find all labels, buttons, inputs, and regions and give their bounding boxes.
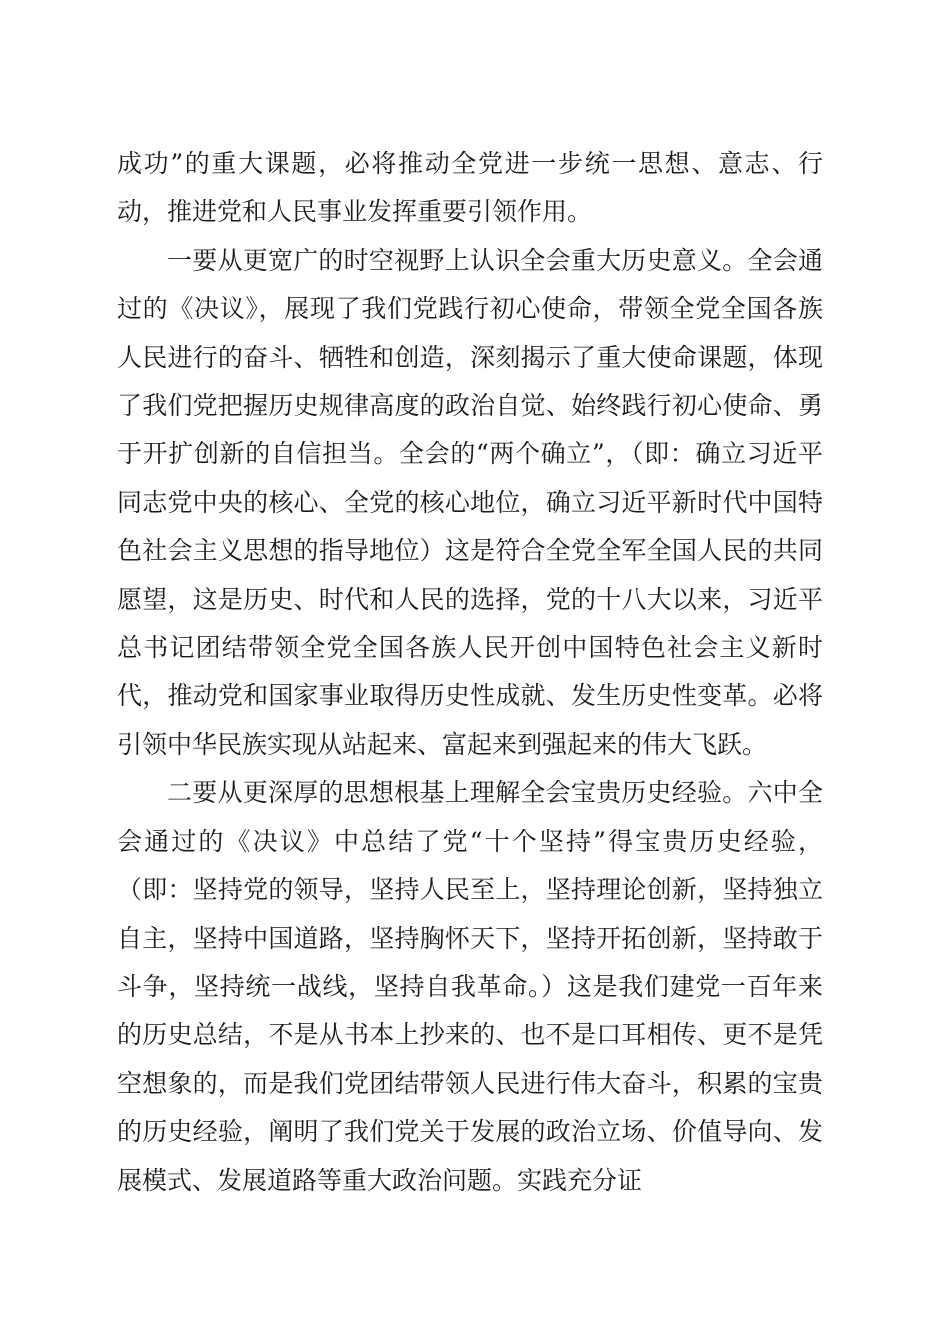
paragraph-continuation: 成功”的重大课题，必将推动全党进一步统一思想、意志、行动，推进党和人民事业发挥重要引领作用。 xyxy=(117,149,823,227)
paragraph-point-one: 一要从更宽广的时空视野上认识全会重大历史意义。全会通过的《决议》，展现了我们党践行初心使命，带领全党全国各族人民进行的奋斗、牺牲和创造，深刻揭示了重大使命课题，体现了我们党把握历史规律高度的政治自觉、始终践行初心使命、勇于开扩创新的自信担当。全会的“两个确立”，（即：确立习近平同志党中央的核心、全党的核心地位，确立习近平新时代中国特色社会主义思想的指导地位）这是符合全党全军全国人民的共同愿望，这是历史、时代和人民的选择，党的十八大以来，习近平总书记团结带领全党全国各族人民开创中国特色社会主义新时代，推动党和国家事业取得历史性成就、发生历史性变革。必将引领中华民族实现从站起来、富起来到强起来的伟大飞跃。 xyxy=(117,245,823,759)
document-body xyxy=(117,140,823,1205)
paragraph-point-two: 二要从更深厚的思想根基上理解全会宝贵历史经验。六中全会通过的《决议》中总结了党“十个坚持”得宝贵历史经验，（即：坚持党的领导，坚持人民至上，坚持理论创新，坚持独立自主，坚持中国道路，坚持胸怀天下，坚持开拓创新，坚持敢于斗争，坚持统一战线，坚持自我革命。）这是我们建党一百年来的历史总结，不是从书本上抄来的、也不是口耳相传、更不是凭空想象的，而是我们党团结带领人民进行伟大奋斗，积累的宝贵的历史经验，阐明了我们党关于发展的政治立场、价值导向、发展模式、发展道路等重大政治问题。实践充分证 xyxy=(117,778,823,1195)
